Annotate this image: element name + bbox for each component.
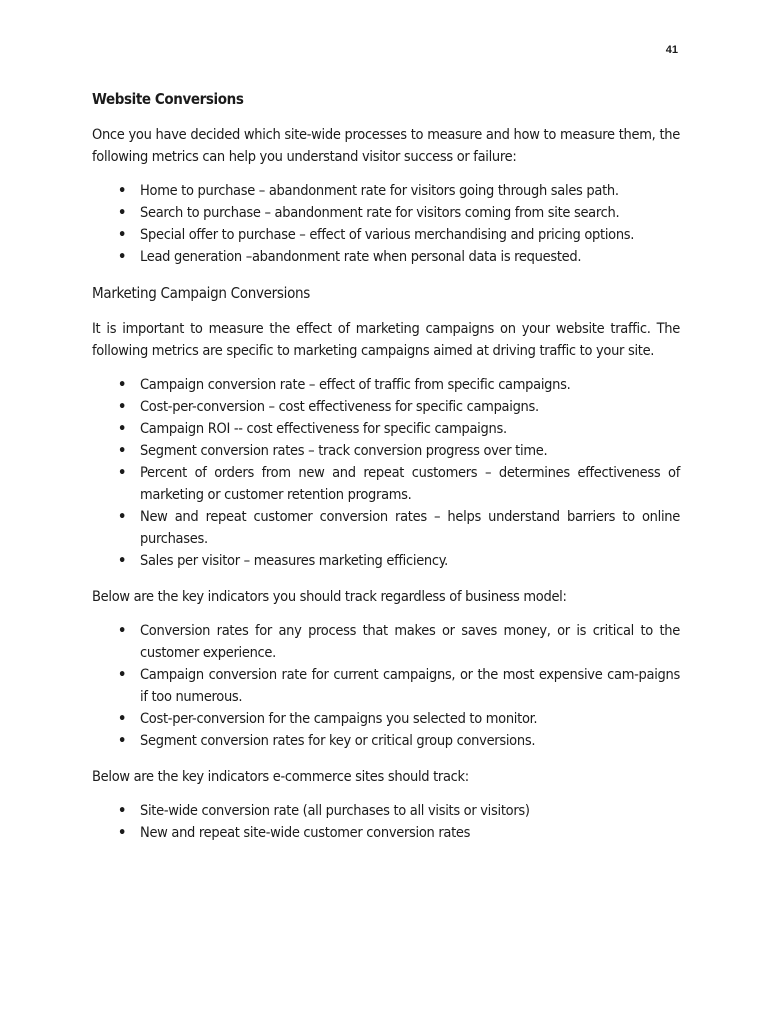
- list-item: • Percent of orders from new and repeat customers – determines effectiveness of marketing or customer retention programs.: [140, 462, 680, 506]
- key-indicators-list: [92, 620, 680, 752]
- list-item: • Segment conversion rates for key or critical group conversions.: [140, 730, 680, 752]
- list-item: • Site-wide conversion rate (all purchases to all visits or visitors): [140, 800, 680, 822]
- section-title: Website Conversions: [92, 90, 244, 108]
- list-item: • Conversion rates for any process that makes or saves money, or is critical to the customer experience.: [140, 620, 680, 664]
- list-item: • Home to purchase – abandonment rate for visitors going through sales path.: [140, 180, 680, 202]
- website-metrics-list: [92, 180, 680, 268]
- marketing-section-title: Marketing Campaign Conversions: [92, 284, 311, 302]
- page-content: [92, 88, 680, 854]
- list-item: • Search to purchase – abandonment rate for visitors coming from site search.: [140, 202, 680, 224]
- key-indicators-intro: Below are the key indicators you should track regardless of business model:: [92, 589, 567, 605]
- list-item: • Cost-per-conversion for the campaigns you selected to monitor.: [140, 708, 680, 730]
- list-item: • Special offer to purchase – effect of various merchandising and pricing options.: [140, 224, 680, 246]
- list-item: • New and repeat customer conversion rates – helps understand barriers to online purchases.: [140, 506, 680, 550]
- list-item: • Cost-per-conversion – cost effectiveness for specific campaigns.: [140, 396, 680, 418]
- list-item: • Sales per visitor – measures marketing efficiency.: [140, 550, 680, 572]
- list-item: • Campaign conversion rate – effect of traffic from specific campaigns.: [140, 374, 680, 396]
- marketing-metrics-list: [92, 374, 680, 572]
- intro-paragraph: Once you have decided which site-wide processes to measure and how to measure them, the following metrics can help you understand visitor success or failure:: [92, 127, 680, 165]
- list-item: • Campaign conversion rate for current campaigns, or the most expensive cam-paigns if too numerous.: [140, 664, 680, 708]
- list-item: • Segment conversion rates – track conversion progress over time.: [140, 440, 680, 462]
- ecommerce-indicators-list: [92, 800, 680, 844]
- marketing-paragraph: It is important to measure the effect of marketing campaigns on your website traffic. The following metrics are specific to marketing campaigns aimed at driving traffic to your site.: [92, 321, 680, 359]
- page-number: 41: [665, 44, 678, 56]
- list-item: • Lead generation –abandonment rate when personal data is requested.: [140, 246, 680, 268]
- list-item: • Campaign ROI -- cost effectiveness for specific campaigns.: [140, 418, 680, 440]
- ecommerce-intro: Below are the key indicators e-commerce sites should track:: [92, 769, 469, 785]
- list-item: • New and repeat site-wide customer conversion rates: [140, 822, 680, 844]
